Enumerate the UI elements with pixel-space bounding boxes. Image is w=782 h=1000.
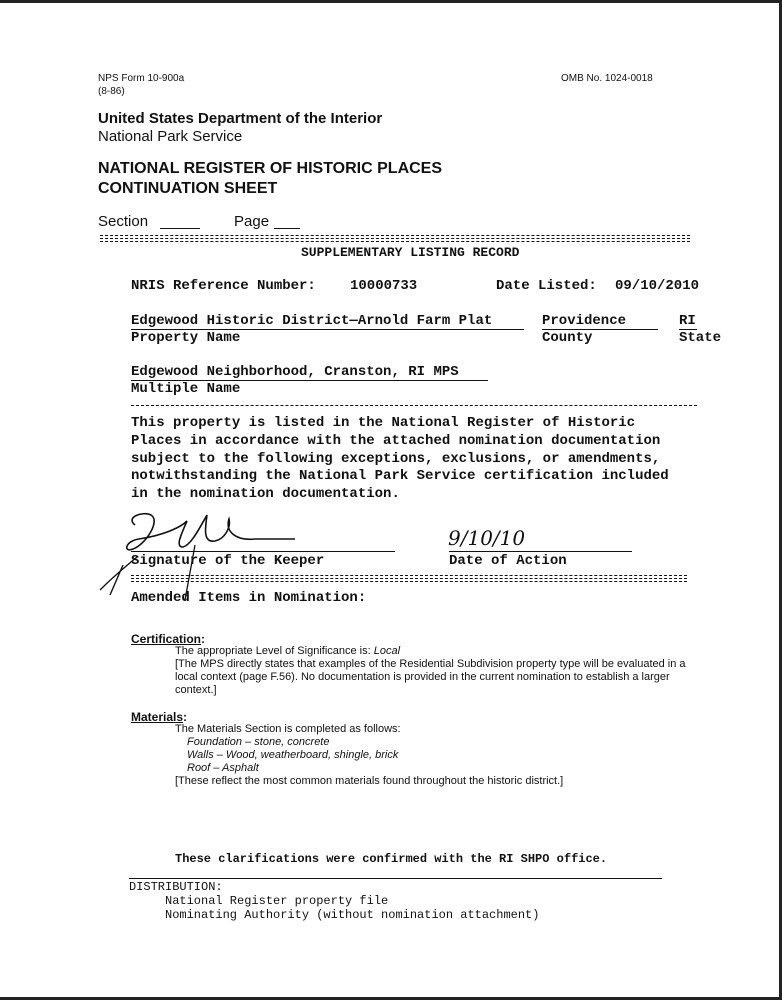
significance-line bbox=[175, 645, 400, 657]
significance-value: Local bbox=[373, 645, 401, 657]
statement-line: Places in accordance with the attached nomination documentation bbox=[131, 433, 661, 449]
omb-number: OMB No. 1024-0018 bbox=[561, 73, 653, 84]
certification-note-line: local context (page F.56). No documentation is provided in the current nomination to establish a larger bbox=[175, 671, 670, 683]
date-listed-label: Date Listed: bbox=[496, 278, 597, 294]
statement-line: notwithstanding the National Park Service certification included bbox=[131, 468, 669, 484]
section-label: Section bbox=[98, 213, 149, 230]
certification-heading: Certification: bbox=[131, 632, 206, 646]
materials-heading: Materials: bbox=[131, 710, 188, 724]
action-date-handwritten: 9/10/10 bbox=[448, 526, 526, 550]
significance-prefix: The appropriate Level of Significance is: bbox=[175, 645, 374, 657]
action-date-line bbox=[449, 551, 632, 552]
date-listed-value: 09/10/2010 bbox=[615, 278, 700, 294]
form-number: NPS Form 10-900a bbox=[98, 73, 185, 84]
county-label: County bbox=[542, 330, 593, 346]
scan-border-top bbox=[0, 0, 782, 3]
state-value: RI bbox=[679, 313, 696, 329]
statement-line: in the nomination documentation. bbox=[131, 486, 400, 502]
materials-item: Roof – Asphalt bbox=[187, 762, 259, 774]
state-label: State bbox=[679, 330, 722, 346]
section-blank bbox=[160, 228, 200, 229]
dashed-divider bbox=[131, 405, 697, 406]
materials-heading-text: Materials bbox=[131, 710, 184, 724]
agency-title: National Park Service bbox=[98, 128, 243, 145]
form-date: (8-86) bbox=[98, 86, 125, 97]
multiple-name-label: Multiple Name bbox=[131, 381, 241, 397]
certification-heading-text: Certification bbox=[131, 632, 202, 646]
materials-item: Foundation – stone, concrete bbox=[187, 736, 330, 748]
property-name-value: Edgewood Historic District—Arnold Farm Plat bbox=[131, 313, 493, 329]
certification-note-line: [The MPS directly states that examples of the Residential Subdivision property type will be evaluated in a bbox=[175, 658, 686, 670]
divider-top-a bbox=[100, 235, 690, 236]
county-value: Providence bbox=[542, 313, 627, 329]
action-date-label: Date of Action bbox=[449, 553, 567, 569]
materials-note: [These reflect the most common materials found throughout the historic district.] bbox=[175, 775, 564, 787]
record-heading: SUPPLEMENTARY LISTING RECORD bbox=[301, 245, 520, 260]
continuation-title: CONTINUATION SHEET bbox=[98, 180, 278, 197]
divider-mid-a bbox=[131, 575, 687, 576]
property-name-label: Property Name bbox=[131, 330, 241, 346]
materials-item: Walls – Wood, weatherboard, shingle, brick bbox=[187, 749, 399, 761]
distribution-item: National Register property file bbox=[165, 894, 389, 908]
signature-label: Signature of the Keeper bbox=[131, 553, 325, 569]
page-blank bbox=[274, 228, 300, 229]
clarification-note: These clarifications were confirmed with the RI SHPO office. bbox=[175, 852, 608, 866]
materials-intro: The Materials Section is completed as follows: bbox=[175, 723, 401, 735]
statement-line: subject to the following exceptions, exclusions, or amendments, bbox=[131, 451, 661, 467]
divider-mid-c bbox=[131, 581, 687, 582]
statement-line: This property is listed in the National Register of Historic bbox=[131, 415, 636, 431]
distribution-rule bbox=[129, 878, 662, 879]
divider-top-c bbox=[100, 241, 690, 242]
nris-value: 10000733 bbox=[350, 278, 418, 294]
divider-mid-b bbox=[131, 578, 687, 579]
distribution-label: DISTRIBUTION: bbox=[129, 880, 223, 894]
divider-top-b bbox=[100, 238, 690, 239]
distribution-item: Nominating Authority (without nomination attachment) bbox=[165, 908, 540, 922]
register-title: NATIONAL REGISTER OF HISTORIC PLACES bbox=[98, 160, 443, 177]
page-label: Page bbox=[234, 213, 270, 230]
certification-note-line: context.] bbox=[175, 684, 217, 696]
multiple-name-value: Edgewood Neighborhood, Cranston, RI MPS bbox=[131, 364, 459, 380]
department-title: United States Department of the Interior bbox=[98, 110, 383, 127]
signature-line bbox=[131, 551, 395, 552]
nris-label: NRIS Reference Number: bbox=[131, 278, 316, 294]
amended-items-label: Amended Items in Nomination: bbox=[131, 590, 367, 606]
